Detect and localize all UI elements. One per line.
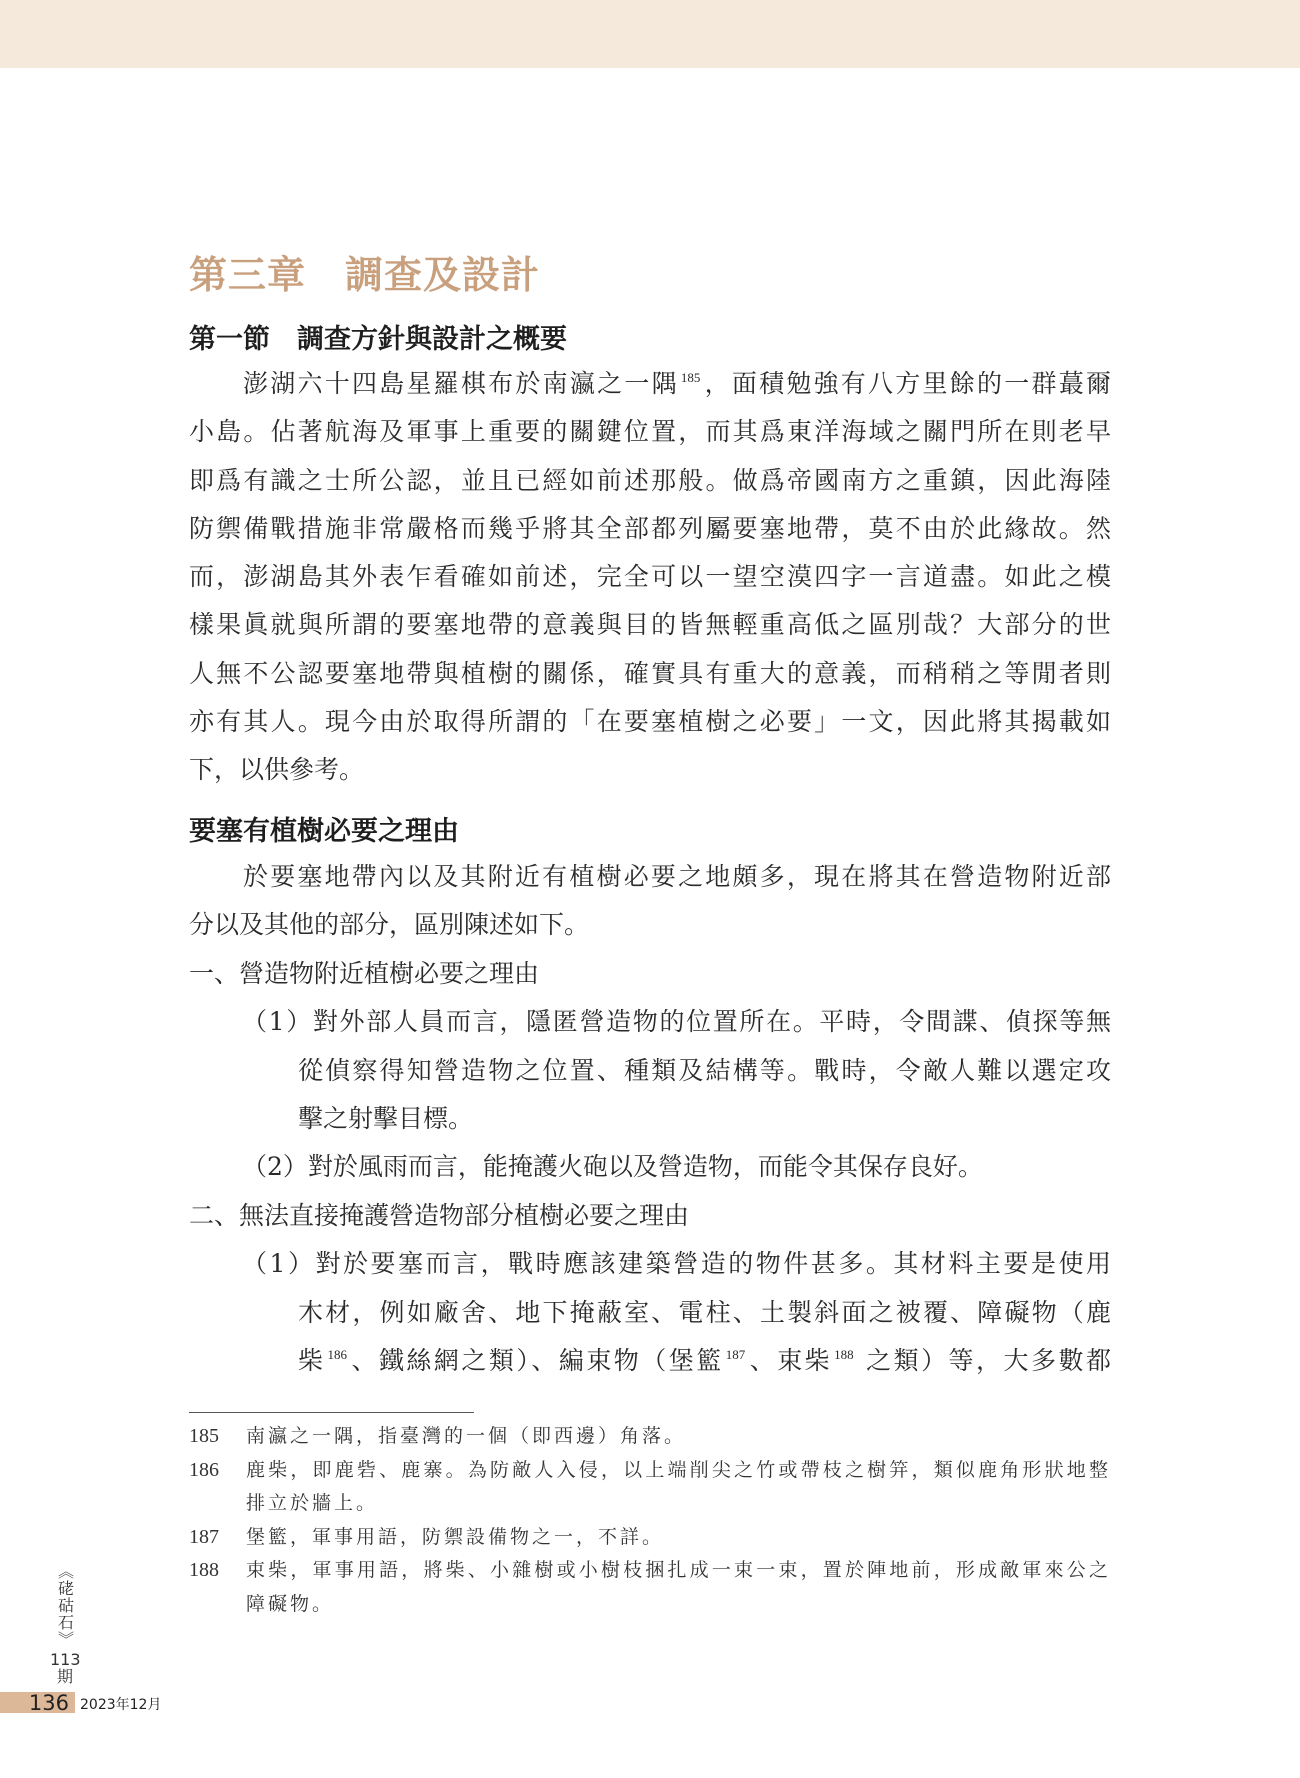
text-run: 亦有其人。現今由於取得所謂的「在要塞植樹之必要」一文，因此將其揭載如	[189, 707, 1111, 737]
footnotes	[189, 1420, 1111, 1622]
text-line	[189, 553, 1111, 601]
text-run: 澎湖六十四島星羅棋布於南瀛之一隅	[243, 369, 679, 398]
footnote-text: 束柴，軍事用語，將柴、小雜樹或小樹枝捆扎成一束一束，置於陣地前，形成敵軍來公之	[246, 1559, 1111, 1582]
text-line	[189, 360, 1111, 408]
text-run: ，面積勉強有八方里餘的一群蕞爾	[702, 369, 1111, 398]
text-run: 之類）等，大多數都	[855, 1346, 1111, 1376]
footnote-item	[189, 1420, 1111, 1454]
text-run: 、束柴	[747, 1346, 833, 1376]
text-line	[189, 901, 1111, 949]
text-line	[189, 698, 1111, 746]
text-run: 擊之射擊目標。	[298, 1104, 474, 1134]
issue-suffix: 期	[56, 1667, 73, 1686]
footnote-text: 堡籃，軍事用語，防禦設備物之一，不詳。	[246, 1525, 665, 1548]
footnote-ref[interactable]: 186	[327, 1347, 347, 1363]
text-run: 二、無法直接掩護營造物部分植樹必要之理由	[189, 1200, 690, 1230]
text-run: （1）對外部人員而言，隱匿營造物的位置所在。平時，令間諜、偵探等無	[242, 1007, 1111, 1037]
text-run: 即爲有識之士所公認，並且已經如前述那般。做爲帝國南方之重鎮，因此海陸	[189, 465, 1111, 495]
footnote-text: 鹿柴，即鹿砦、鹿寨。為防敵人入侵，以上端削尖之竹或帶枝之樹笄，類似鹿角形狀地整	[246, 1458, 1111, 1481]
text-run: （1）對於要塞而言，戰時應該建築營造的物件甚多。其材料主要是使用	[242, 1249, 1111, 1279]
section-title: 第一節 調查方針與設計之概要	[189, 324, 567, 355]
paragraph-reasons	[189, 853, 1111, 1385]
text-line	[189, 1289, 1111, 1337]
text-run: 從偵察得知營造物之位置、種類及結構等。戰時，令敵人難以選定攻	[298, 1055, 1111, 1085]
footnote-ref[interactable]: 185	[680, 370, 701, 385]
text-run: （2）對於風雨而言，能掩護火砲以及營造物，而能令其保存良好。	[242, 1152, 983, 1182]
text-run: 柴	[298, 1346, 326, 1376]
text-run: 防禦備戰措施非常嚴格而幾乎將其全部都列屬要塞地帶，莫不由於此緣故。然	[189, 513, 1111, 543]
footnote-ref[interactable]: 187	[725, 1347, 746, 1363]
footnote-number: 185	[189, 1425, 219, 1447]
text-run: 下，以供參考。	[189, 755, 365, 785]
magazine-title: 《硓𥑮石》	[55, 1563, 75, 1648]
footnote-item	[189, 1521, 1111, 1555]
chapter-title: 第三章 調查及設計	[189, 253, 541, 297]
footnote-text: 南瀛之一隅，指臺灣的一個（即西邊）角落。	[246, 1425, 687, 1447]
footnote-item	[189, 1454, 1111, 1521]
header-band	[0, 0, 1300, 68]
text-line	[189, 853, 1111, 901]
footnote-number: 188	[189, 1559, 219, 1582]
footnote-number: 186	[189, 1458, 219, 1481]
subheading: 要塞有植樹必要之理由	[189, 816, 459, 847]
text-line	[189, 1192, 1111, 1240]
footnote-text: 障礙物。	[246, 1592, 335, 1615]
text-run: 分以及其他的部分，區別陳述如下。	[189, 910, 590, 940]
text-run: 人無不公認要塞地帶與植樹的關係，確實具有重大的意義，而稍稍之等閒者則	[189, 658, 1111, 688]
page-number-tab	[0, 1692, 75, 1713]
text-line	[189, 998, 1111, 1046]
footnote-divider	[189, 1412, 474, 1413]
text-line	[189, 950, 1111, 998]
text-line	[189, 1143, 1111, 1191]
paragraph-intro	[189, 360, 1111, 795]
text-line	[189, 505, 1111, 553]
text-run: 、鐵絲網之類）、編束物（堡籃	[348, 1346, 724, 1376]
footnote-ref[interactable]: 188	[834, 1347, 854, 1363]
text-line	[189, 457, 1111, 505]
issue-number: 113	[50, 1650, 81, 1669]
magazine-side-label	[50, 1563, 80, 1685]
text-line	[189, 1337, 1111, 1385]
footnote-text: 排立於牆上。	[246, 1492, 379, 1515]
text-run: 樣果眞就與所謂的要塞地帶的意義與目的皆無輕重高低之區別哉？大部分的世	[189, 610, 1111, 640]
text-run: 木材，例如廠舍、地下掩蔽室、電柱、土製斜面之被覆、障礙物（鹿	[298, 1297, 1111, 1327]
text-line	[189, 1047, 1111, 1095]
text-run: 而，澎湖島其外表乍看確如前述，完全可以一望空漠四字一言道盡。如此之模	[189, 562, 1111, 592]
text-line	[189, 1240, 1111, 1288]
footnote-item	[189, 1554, 1111, 1621]
text-run: 於要塞地帶內以及其附近有植樹必要之地頗多，現在將其在營造物附近部	[243, 862, 1111, 891]
text-line	[189, 408, 1111, 456]
text-line	[189, 601, 1111, 649]
text-line	[189, 1095, 1111, 1143]
text-run: 一、營造物附近植樹必要之理由	[189, 958, 540, 988]
text-line	[189, 650, 1111, 698]
footnote-number: 187	[189, 1525, 219, 1548]
issue-date: 2023年12月	[80, 1697, 162, 1713]
text-line	[189, 746, 1111, 794]
page-number: 136	[28, 1691, 69, 1715]
text-run: 小島。佔著航海及軍事上重要的關鍵位置，而其爲東洋海域之關門所在則老早	[189, 417, 1111, 447]
